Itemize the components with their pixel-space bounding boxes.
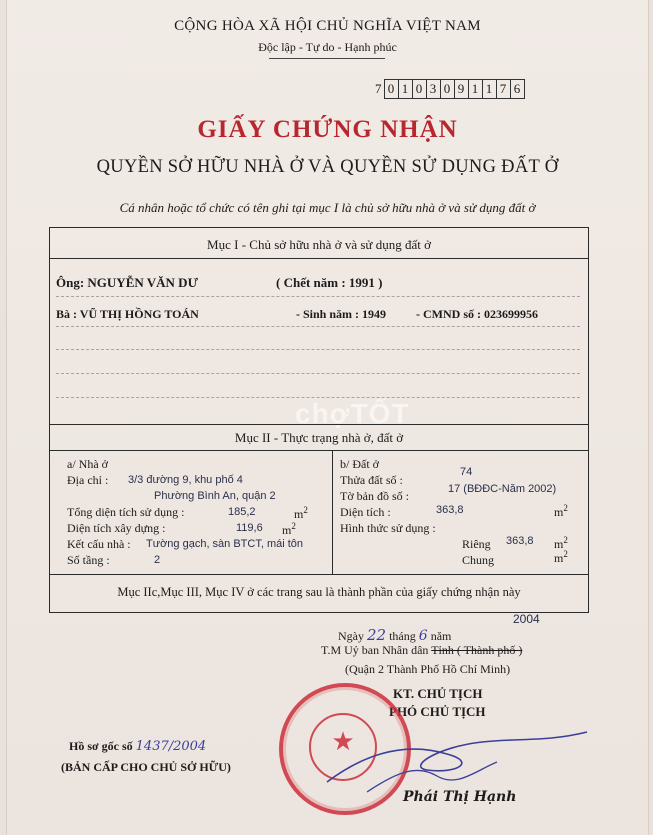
section-1-heading: Mục I - Chủ sở hữu nhà ở và sử dụng đất ở [207,237,431,252]
nation-name: CỘNG HÒA XÃ HỘI CHỦ NGHĨA VIỆT NAM [174,18,481,34]
serial-digit: 1 [398,79,413,99]
authority-place: (Quận 2 Thành Phố Hồ Chí Minh) [345,662,511,676]
section-2-heading: Mục II - Thực trạng nhà ở, đất ở [234,430,404,445]
unit-m: m [294,507,304,521]
map-value: 17 (BĐĐC-Năm 2002) [448,483,557,495]
document-title: GIẤY CHỨNG NHẬN [197,116,458,143]
build-area-label: Diện tích xây dựng : [67,521,166,535]
motto-underline [269,58,385,59]
owner-2-name: VŨ THỊ HỒNG TOÁN [79,307,199,321]
dotted-rule [56,397,580,398]
serial-digit: 1 [468,79,483,99]
day-label: Ngày [338,629,364,643]
month-value: 6 [418,628,428,644]
private-value: 363,8 [506,535,534,547]
owner-1-note: ( Chết năm : 1991 ) [276,275,383,290]
shared-unit: $m^2$ [554,549,568,565]
document-subtitle: QUYỀN SỞ HỮU NHÀ Ở VÀ QUYỀN SỬ DỤNG ĐẤT Ở [96,157,559,177]
plot-label: Thửa đất số : [340,473,403,487]
serial-prefix: 7 [375,81,382,96]
role-1: KT. CHỦ TỊCH [393,686,483,701]
land-heading: b/ Đất ở [340,457,380,471]
owner-2-label: Bà : [56,307,77,321]
footer-note: Mục IIc,Mục III, Mục IV ở các trang sau là thành phần của giấy chứng nhận này [117,585,521,599]
house-heading: a/ Nhà ở [67,457,108,471]
serial-digit: 9 [454,79,469,99]
floors-value: 2 [154,554,161,566]
owner-2-id: - CMND số : 023699956 [416,307,538,321]
signing-date [338,626,451,644]
serial-digit: 0 [384,79,399,99]
details-frame [49,227,589,613]
private-label: Riêng [462,537,491,551]
serial-digit: 0 [412,79,427,99]
serial-digit: 0 [440,79,455,99]
serial-digit: 7 [496,79,511,99]
divider [50,574,588,575]
serial-digit: 1 [482,79,497,99]
floors-label: Số tầng : [67,553,110,567]
private-unit: $m^2$ [554,535,568,551]
serial-digit: 6 [510,79,525,99]
unit-m: m [554,551,564,565]
certificate-page [6,0,649,835]
authority-struck: Tỉnh ( Thành phố ) [431,643,523,657]
unit-m: m [554,505,564,519]
dotted-rule [56,326,580,327]
dotted-rule [56,296,580,297]
usage-label: Hình thức sử dụng : [340,521,436,535]
unit-m: m [554,537,564,551]
build-area-unit: $m^2$ [282,521,296,537]
star-icon: ★ [331,727,355,756]
build-area-value: 119,6 [236,522,263,534]
record-label: Hồ sơ gốc số [69,739,133,753]
year-label: năm [430,629,452,643]
total-area-unit: $m^2$ [294,505,308,521]
address-line-1: 3/3 đường 9, khu phố 4 [128,474,243,486]
total-area-label: Tổng diện tích sử dụng : [67,505,185,519]
land-area-unit: $m^2$ [554,503,568,519]
address-label: Địa chỉ : [67,473,109,487]
owner-1-name: NGUYỄN VĂN DƯ [87,275,198,290]
serial-digit: 3 [426,79,441,99]
serial-number [375,78,525,100]
record-line [69,739,206,754]
total-area-value: 185,2 [228,506,256,518]
dotted-rule [56,373,580,374]
address-line-2: Phường Bình An, quận 2 [154,490,276,502]
owner-1-row [56,275,198,291]
day-value: 22 [367,626,387,644]
divider [50,258,588,259]
month-label: tháng [389,629,416,643]
issued-to: (BẢN CẤP CHO CHỦ SỞ HỮU) [61,760,231,774]
role-2: PHÓ CHỦ TỊCH [389,704,486,719]
owner-2-birth: - Sinh năm : 1949 [296,307,387,321]
shared-label: Chung [462,553,495,567]
divider [50,424,588,425]
land-area-value: 363,8 [436,504,464,516]
structure-label: Kết cấu nhà : [67,537,131,551]
national-motto: Độc lập - Tự do - Hạnh phúc [258,40,397,54]
divider [50,450,588,451]
structure-value: Tường gạch, sàn BTCT, mái tôn [146,538,304,550]
owner-1-label: Ông: [56,275,85,290]
column-divider [332,450,333,574]
map-label: Tờ bản đồ số : [340,489,410,503]
watermark: chợTỐT [295,398,410,429]
year-value: 2004 [513,612,540,626]
intro-text: Cá nhân hoặc tổ chức có tên ghi tại mục I là chủ sở hữu nhà ở và sử dụng đất ở [119,200,536,215]
signer-name: Phái Thị Hạnh [403,789,517,805]
dotted-rule [56,349,580,350]
plot-value: 74 [460,466,473,478]
owner-2-row [56,307,199,322]
authority-line [321,643,522,658]
land-area-label: Diện tích : [340,505,391,519]
authority: T.M Uỷ ban Nhân dân [321,643,429,657]
unit-m: m [282,523,292,537]
record-number: 1437/2004 [135,739,207,754]
